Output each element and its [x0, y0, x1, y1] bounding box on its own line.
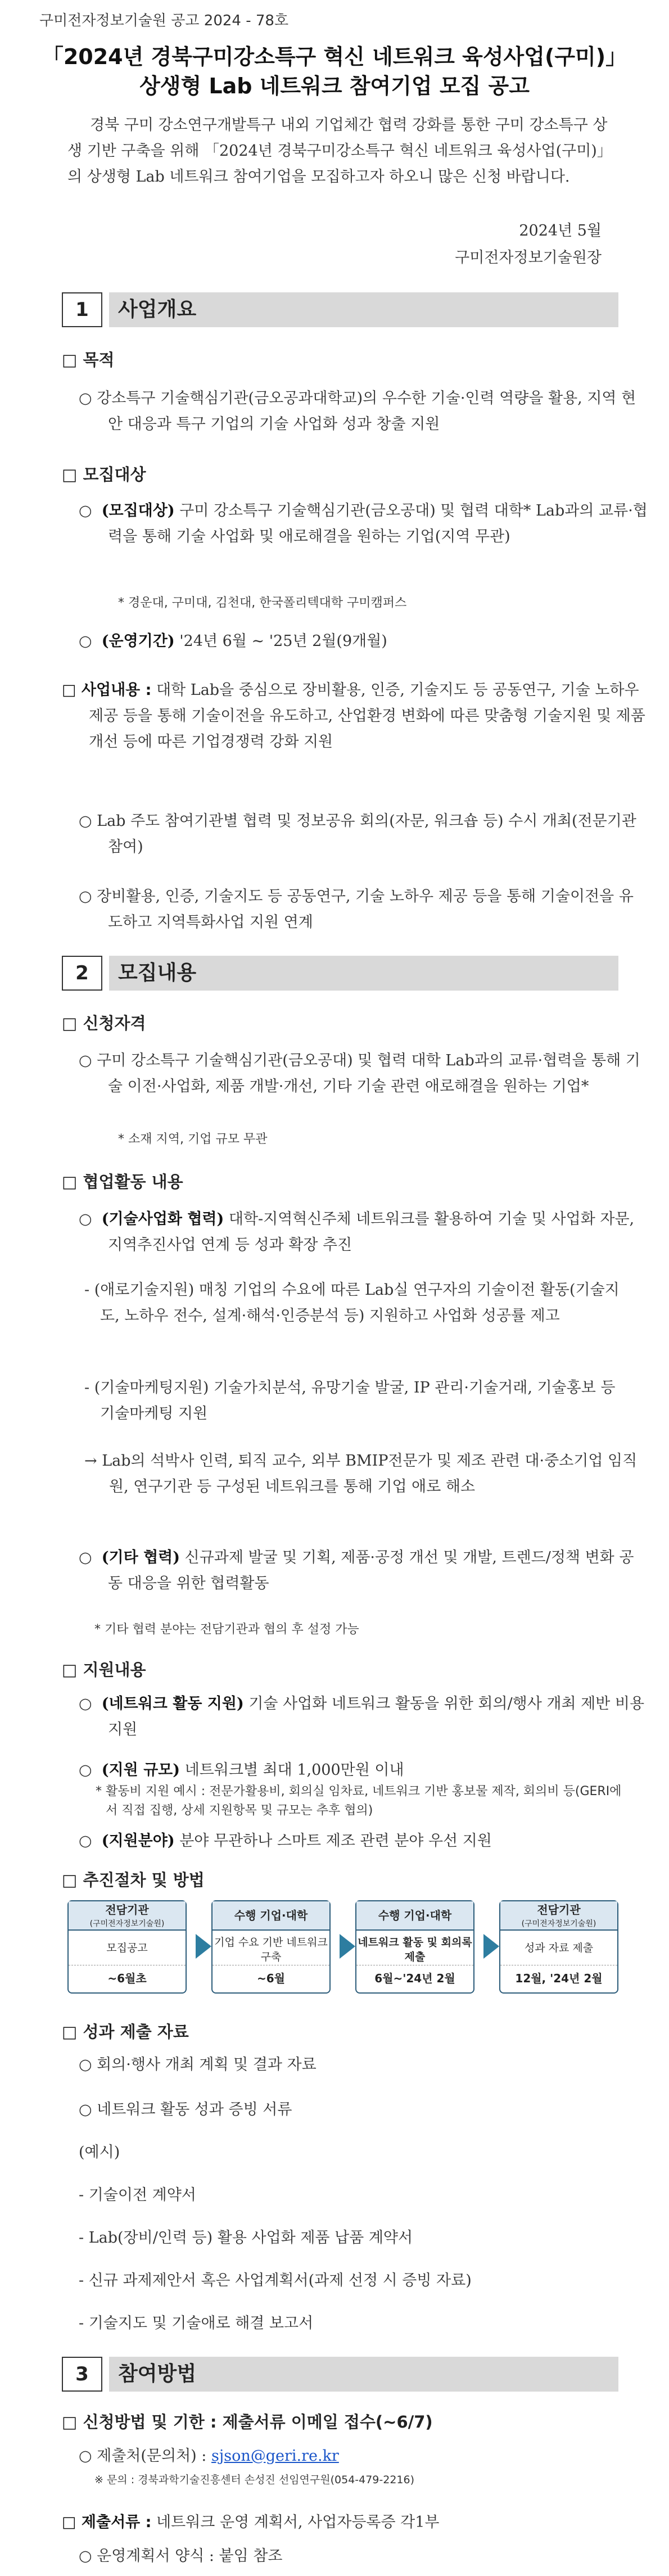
cooperation-2-note: * 기타 협력 분야는 전담기관과 협의 후 설정 가능: [94, 1623, 359, 1637]
results-example-1: - 기술이전 계약서: [79, 2186, 196, 2204]
target-text: 구미 강소특구 기술핵심기관(금오공대) 및 협력 대학* Lab과의 교류·협력을 통해 기술 사업화 및 애로해결을 원하는 기업(지역 무관): [108, 502, 648, 545]
section-2-header: [62, 956, 618, 989]
flow-step-2-period: ~6월: [257, 1972, 285, 1985]
purpose-heading: □ 목적: [62, 350, 115, 369]
section-3-number: 3: [62, 2357, 102, 2392]
section-3-label: 참여방법: [109, 2357, 618, 2392]
content-bullet-2: ○ 장비활용, 인증, 기술지도 등 공동연구, 기술 노하우 제공 등을 통해 기술이전을 유도하고 지역특화사업 지원 연계: [79, 888, 634, 931]
title-line-2: 상생형 Lab 네트워크 참여기업 모집 공고: [139, 74, 530, 98]
target-label: (모집대상): [101, 502, 175, 519]
notice-org: 구미전자정보기술원장: [455, 249, 602, 266]
intro-paragraph: 경북 구미 강소연구개발특구 내외 기업체간 협력 강화를 통한 구미 강소특구 상생 기반 구축을 위해 「2024년 경북구미강소특구 혁신 네트워크 육성사업(구미)」의 상생형 Lab 네트워크 참여기업을 모집하고자 하오니 많은 신청 바랍니다.: [67, 116, 612, 186]
cooperation-item-2: ○ (기타 협력) 신규과제 발굴 및 기획, 제품·공정 개선 및 개발, 트렌드/정책 변화 공동 대응을 위한 협력활동: [79, 1549, 634, 1592]
docs-bullet-1: ○ 운영계획서 양식 : 붙임 참조: [79, 2547, 283, 2565]
flow-step-1-head: 전담기관: [105, 1903, 149, 1917]
support-item-2: ○ (지원 규모) 네트워크별 최대 1,000만원 이내: [79, 1761, 404, 1779]
target-item: ○ (모집대상) 구미 강소특구 기술핵심기관(금오공대) 및 협력 대학* Lab과의 교류·협력을 통해 기술 사업화 및 애로해결을 원하는 기업(지역 무관): [79, 502, 648, 545]
section-1-label: 사업개요: [109, 292, 618, 327]
qualification-note: * 소재 지역, 기업 규모 무관: [118, 1132, 268, 1146]
content-item: [62, 677, 645, 755]
procedure-heading: □ 추진절차 및 방법: [62, 1870, 205, 1890]
content-bullet-1: ○ Lab 주도 참여기관별 협력 및 정보공유 회의(자문, 워크숍 등) 수시 개최(전문기관 참여): [79, 812, 636, 856]
results-example-label: (예시): [79, 2144, 120, 2161]
results-bullet-1: ○ 회의·행사 개최 계획 및 결과 자료: [79, 2056, 317, 2073]
docs-text: 네트워크 운영 계획서, 사업자등록증 각1부: [156, 2514, 440, 2531]
cooperation-1-label: (기술사업화 협력): [101, 1210, 224, 1228]
results-bullet-2: ○ 네트워크 활동 성과 증빙 서류: [79, 2101, 292, 2118]
apply-to-label: ○ 제출처(문의처) :: [79, 2447, 207, 2465]
section-2-number: 2: [62, 956, 102, 991]
cooperation-1-text: 대학-지역혁신주체 네트워크를 활용하여 기술 및 사업화 자문, 지역추진사업 연계 등 성과 확장 추진: [108, 1210, 635, 1254]
cooperation-detail-3: → Lab의 석박사 인력, 퇴직 교수, 외부 BMIP전문가 및 제조 관련 대·중소기업 임직원, 연구기관 등 구성된 네트워크를 통해 기업 애로 해소: [84, 1452, 638, 1495]
section-2-label: 모집내용: [109, 956, 618, 991]
period-item: ○ (운영기간) '24년 6월 ~ '25년 2월(9개월): [79, 632, 387, 650]
results-example-3: - 신규 과제제안서 혹은 사업계획서(과제 선정 시 증빙 자료): [79, 2272, 472, 2289]
period-label: (운영기간): [101, 632, 175, 650]
flow-step-2: [211, 1900, 331, 1994]
flow-step-4-sub: (구미전자정보기술원): [521, 1919, 596, 1928]
support-3-label: (지원분야): [101, 1832, 175, 1850]
flow-step-3: [355, 1900, 474, 1994]
support-3-text: 분야 무관하나 스마트 제조 관련 분야 우선 지원: [179, 1832, 492, 1850]
apply-email-link[interactable]: sjson@geri.re.kr: [211, 2447, 339, 2465]
results-example-2: - Lab(장비/인력 등) 활용 사업화 제품 납품 계약서: [79, 2229, 413, 2247]
support-heading: □ 지원내용: [62, 1660, 146, 1679]
section-1-number: 1: [62, 292, 102, 327]
docs-heading: □ 제출서류 :: [62, 2514, 152, 2531]
title-line-1: 「2024년 경북구미강소특구 혁신 네트워크 육성사업(구미)」: [42, 44, 627, 69]
flow-step-1-body: 모집공고: [69, 1931, 186, 1965]
flow-step-1-period: ~6월초: [107, 1972, 147, 1985]
flow-arrow-3: [483, 1934, 499, 1959]
support-item-1: ○ (네트워크 활동 지원) 기술 사업화 네트워크 활동을 위한 회의/행사 개최 제반 비용 지원: [79, 1695, 645, 1738]
support-1-text: 기술 사업화 네트워크 활동을 위한 회의/행사 개최 제반 비용 지원: [108, 1695, 645, 1738]
cooperation-2-label: (기타 협력): [101, 1549, 180, 1566]
document-number: 구미전자정보기술원 공고 2024 - 78호: [39, 12, 289, 29]
apply-note: ※ 문의 : 경북과학기술진흥센터 손성진 선임연구원(054-479-2216): [94, 2474, 415, 2486]
support-1-label: (네트워크 활동 지원): [101, 1695, 244, 1712]
flow-step-3-head: 수행 기업·대학: [378, 1909, 452, 1922]
period-text: '24년 6월 ~ '25년 2월(9개월): [179, 632, 387, 650]
apply-heading: □ 신청방법 및 기한 : 제출서류 이메일 접수(~6/7): [62, 2412, 433, 2432]
apply-to-item: [79, 2443, 339, 2469]
qualification-text: ○ 구미 강소특구 기술핵심기관(금오공대) 및 협력 대학 Lab과의 교류·협력을 통해 기술 이전·사업화, 제품 개발·개선, 기타 기술 관련 애로해결을 원하는 기업*: [79, 1052, 640, 1095]
flow-step-3-body: 네트워크 활동 및 회의록 제출: [356, 1931, 473, 1965]
qualification-heading: □ 신청자격: [62, 1014, 146, 1033]
target-heading: □ 모집대상: [62, 465, 146, 484]
flow-arrow-1: [196, 1934, 211, 1959]
section-1-header: [62, 292, 618, 326]
support-item-3: ○ (지원분야) 분야 무관하나 스마트 제조 관련 분야 우선 지원: [79, 1832, 492, 1850]
notice-date: 2024년 5월: [519, 222, 602, 239]
flow-arrow-2: [340, 1934, 355, 1959]
content-text: 대학 Lab을 중심으로 장비활용, 인증, 기술지도 등 공동연구, 기술 노하우 제공 등을 통해 기술이전을 유도하고, 산업환경 변화에 따른 맞춤형 기술지원 및 제품 개선 등에 따른 기업경쟁력 강화 지원: [89, 681, 645, 751]
cooperation-detail-1: - (애로기술지원) 매칭 기업의 수요에 따른 Lab실 연구자의 기술이전 활동(기술지도, 노하우 전수, 설계·해석·인증분석 등) 지원하고 사업화 성공률 제고: [84, 1281, 620, 1325]
purpose-text: ○ 강소특구 기술핵심기관(금오공과대학교)의 우수한 기술·인력 역량을 활용, 지역 현안 대응과 특구 기업의 기술 사업화 성과 창출 지원: [79, 390, 636, 433]
target-note: * 경운대, 구미대, 김천대, 한국폴리텍대학 구미캠퍼스: [118, 596, 407, 610]
flow-step-4-head: 전담기관: [537, 1903, 581, 1917]
flow-step-1: [67, 1900, 187, 1994]
docs-item: [62, 2510, 618, 2536]
procedure-flow: [67, 1900, 618, 1996]
flow-step-1-sub: (구미전자정보기술원): [89, 1919, 165, 1928]
results-example-4: - 기술지도 및 기술애로 해결 보고서: [79, 2315, 314, 2332]
flow-step-2-body: 기업 수요 기반 네트워크 구축: [213, 1931, 329, 1965]
section-3-header: [62, 2357, 618, 2390]
support-2-note: * 활동비 지원 예시 : 전문가활용비, 회의실 임차료, 네트워크 기반 홍보물 제작, 회의비 등(GERI에서 직접 집행, 상세 지원항목 및 규모는 추후 협의): [96, 1784, 622, 1818]
cooperation-2-text: 신규과제 발굴 및 기획, 제품·공정 개선 및 개발, 트렌드/정책 변화 공동 대응을 위한 협력활동: [108, 1549, 634, 1592]
content-heading: □ 사업내용 :: [62, 681, 152, 699]
support-2-text: 네트워크별 최대 1,000만원 이내: [184, 1761, 404, 1779]
flow-step-2-head: 수행 기업·대학: [234, 1909, 308, 1922]
cooperation-detail-2: - (기술마케팅지원) 기술가치분석, 유망기술 발굴, IP 관리·기술거래, 기술홍보 등 기술마케팅 지원: [84, 1379, 616, 1422]
flow-step-4-period: 12월, '24년 2월: [515, 1972, 603, 1985]
cooperation-item-1: ○ (기술사업화 협력) 대학-지역혁신주체 네트워크를 활용하여 기술 및 사업화 자문, 지역추진사업 연계 등 성과 확장 추진: [79, 1210, 635, 1254]
flow-step-4-body: 성과 자료 제출: [500, 1931, 617, 1965]
cooperation-heading: □ 협업활동 내용: [62, 1172, 183, 1191]
results-heading: □ 성과 제출 자료: [62, 2022, 189, 2041]
flow-step-3-period: 6월~'24년 2월: [374, 1972, 455, 1985]
flow-step-4: [499, 1900, 618, 1994]
support-2-label: (지원 규모): [101, 1761, 180, 1779]
